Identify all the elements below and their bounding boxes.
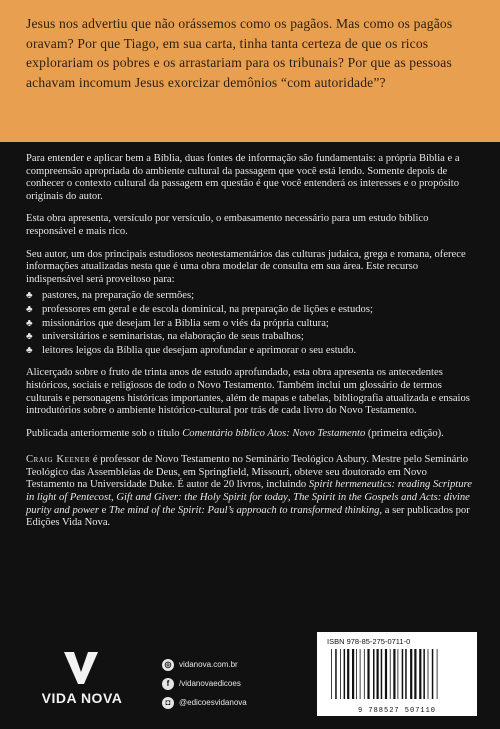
list-item: ♣ missionários que desejam ler a Bíblia sem o viés da própria cultura; xyxy=(26,317,329,329)
facebook-row[interactable] xyxy=(162,674,247,693)
paragraph-3: Seu autor, um dos principais estudiosos neotestamentários das culturas judaica, grega e romana, oferece informações atualizadas nesta que é uma obra modelar de consulta em sua área. Este recurso indispensável será proveitoso para: xyxy=(26,248,466,285)
clover-bullet-icon: ♣ xyxy=(26,290,33,302)
barcode-digits: 9 788527 507110 xyxy=(357,707,436,715)
list-item: ♣ universitários e seminaristas, na elaboração de seus trabalhos; xyxy=(26,331,304,343)
list-item: ♣ pastores, na preparação de sermões; xyxy=(26,290,195,302)
clover-bullet-icon: ♣ xyxy=(26,344,33,356)
instagram-icon: ◘ xyxy=(162,697,174,709)
paragraph-2: Esta obra apresenta, versículo por versículo, o embasamento necessário para um estudo bíblico responsável e mais rico. xyxy=(26,213,429,237)
clover-bullet-icon: ♣ xyxy=(26,317,33,329)
previous-title: Comentário bíblico Atos: Novo Testamento xyxy=(182,427,366,439)
top-quote: Jesus nos advertiu que não orássemos como os pagãos. Mas como os pagãos oravam? Por que Tiago, em sua carta, tinha tanta certeza de que os ricos explorariam os pobres e os arrastariam para os tribunais? Por que as pessoas achavam incomum Jesus exorcizar demônios “com autoridade”? xyxy=(26,16,453,90)
publisher-contacts xyxy=(162,655,247,712)
instagram-row[interactable] xyxy=(162,693,247,712)
globe-icon: ◎ xyxy=(162,659,174,671)
audience-list xyxy=(26,290,476,357)
isbn-text: ISBN 978-85-275-0711-0 xyxy=(327,637,411,646)
paragraph-4: Alicerçado sobre o fruto de trinta anos de estudo aprofundado, esta obra apresenta os antecedentes históricos, sociais e religiosos de todo o Novo Testamento. Também inclui um glossário de termos culturais e personagens históricas importantes, além de mapas e tabelas, bibliografia atualizada e ensaios introdutórios sobre o ambiente histórico-cultural por trás de cada livro do Novo Testamento. xyxy=(26,367,470,417)
publisher-name: VIDA NOVA xyxy=(41,690,123,706)
author-name: Craig Keener xyxy=(26,454,91,466)
barcode-panel xyxy=(317,632,477,716)
intro-paragraph: Para entender e aplicar bem a Bíblia, duas fontes de informação são fundamentais: a própria Bíblia e a compreensão apropriada do ambiente cultural da passagem que você está lendo. Somente depois de conhecer o contexto cultural da passagem em questão é que você entenderá os interesses e o propósito originais do autor. xyxy=(26,153,460,202)
facebook-link[interactable]: /vidanovaedicoes xyxy=(179,679,241,688)
list-item: ♣ professores em geral e de escola dominical, na preparação de lições e estudos; xyxy=(26,303,373,315)
instagram-link[interactable]: @edicoesvidanova xyxy=(179,698,247,707)
facebook-icon: f xyxy=(162,678,174,690)
clover-bullet-icon: ♣ xyxy=(26,331,33,343)
clover-bullet-icon: ♣ xyxy=(26,303,33,315)
website-link[interactable]: vidanova.com.br xyxy=(179,660,238,669)
website-row[interactable] xyxy=(162,655,247,674)
back-cover-text xyxy=(26,153,476,540)
vida-nova-logo-icon xyxy=(62,650,100,686)
list-item: ♣ leitores leigos da Bíblia que desejam aprofundar e aprimorar o seu estudo. xyxy=(26,344,357,356)
author-bio: Craig Keener é professor de Novo Testamento no Seminário Teológico Asbury. Mestre pelo Seminário Teológico das Assembleias de Deus, em Springfield, Missouri, obteve seu doutorado em Novo Testamento na Universidade Duke. É autor de 20 livros, incluindo Spirit hermeneutics: reading Scripture in light of Pentecost, Gift and Giver: the Holy Spirit for today, The Spirit in the Gospels and Acts: divine purity and power e The mind of the Spirit: Paul’s approach to transformed thinking, a ser publicados por Edições Vida Nova. xyxy=(26,454,472,529)
publisher-logo xyxy=(40,650,124,714)
quote-band xyxy=(0,0,500,142)
barcode-icon xyxy=(327,649,467,707)
previous-edition-note: Publicada anteriormente sob o título Comentário bíblico Atos: Novo Testamento (primeira edição). xyxy=(26,427,444,439)
